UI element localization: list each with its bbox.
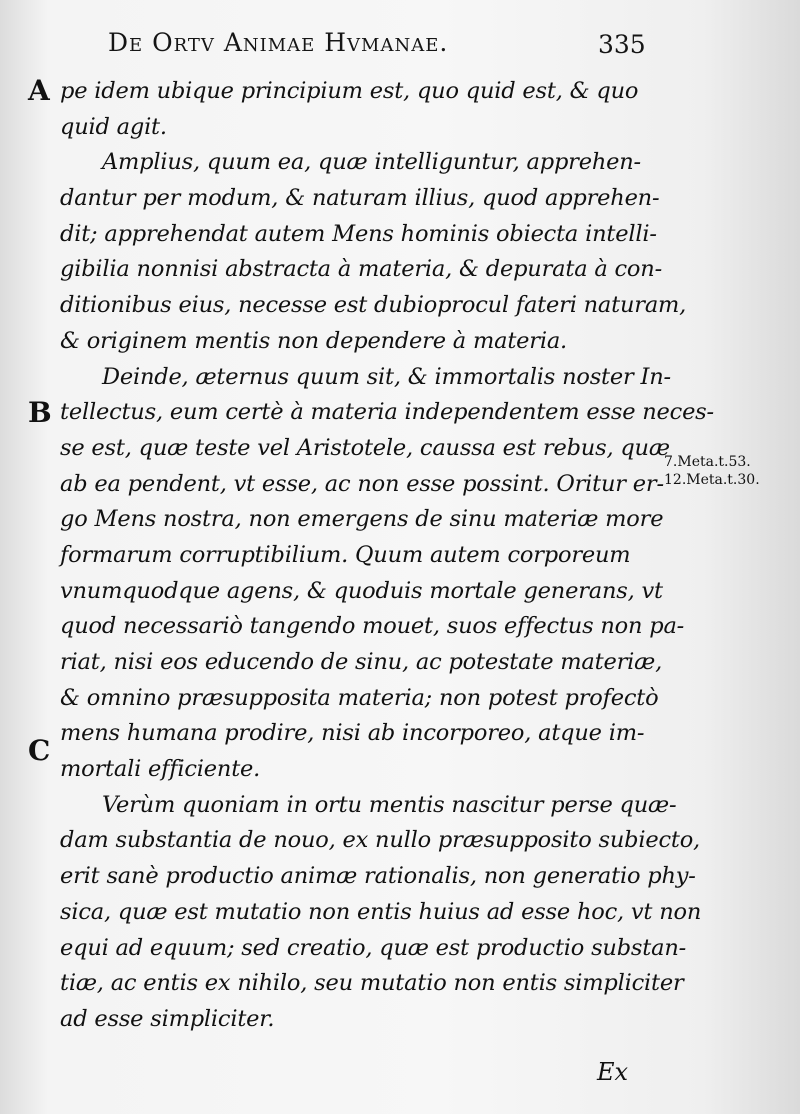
text-line: quid agit.	[60, 113, 167, 140]
text-line: Verùm quoniam in ortu mentis nascitur perse quæ-	[102, 791, 677, 818]
text-line: & omnino præsupposita materia; non potest profectò	[60, 684, 659, 711]
text-line: Amplius, quum ea, quæ intelliguntur, apprehen-	[102, 149, 641, 176]
text-line: formarum corruptibilium. Quum autem corporeum	[60, 541, 631, 568]
text-line: equi ad equum; sed creatio, quæ est productio substan-	[60, 934, 687, 961]
text-line: pe idem ubique principium est, quo quid est, & quo	[60, 78, 639, 104]
section-letter-c: C	[28, 734, 51, 767]
text-line: ab ea pendent, vt esse, ac non esse possint. Oritur er-	[60, 470, 664, 497]
text-line: quod necessariò tangendo mouet, suos effectus non pa-	[60, 613, 685, 640]
section-letter-b: B	[28, 396, 52, 429]
text-line: dit; apprehendat autem Mens hominis obiecta intelli-	[60, 220, 657, 247]
text-line: go Mens nostra, non emergens de sinu materiæ more	[60, 506, 664, 533]
text-line: tellectus, eum certè à materia independentem esse neces-	[60, 399, 714, 426]
section-letter-a: A	[28, 74, 50, 107]
text-line: dam substantia de nouo, ex nullo præsupposito subiecto,	[60, 827, 700, 854]
running-head: De Ortv Animae Hvmanae.	[108, 28, 449, 57]
text-line: se est, quæ teste vel Aristotele, caussa est rebus, quæ	[60, 434, 670, 461]
marginal-note: 12.Meta.t.30.	[664, 472, 760, 488]
text-line: erit sanè productio animæ rationalis, non generatio phy-	[60, 863, 696, 890]
text-line: dantur per modum, & naturam illius, quod apprehen-	[60, 185, 660, 212]
text-line: sica, quæ est mutatio non entis huius ad esse hoc, vt non	[60, 898, 702, 925]
text-line: mortali efficiente.	[60, 756, 261, 783]
marginal-note: 7.Meta.t.53.	[664, 454, 751, 470]
text-line: ditionibus eius, necesse est dubioprocul fateri naturam,	[60, 292, 687, 319]
text-line: riat, nisi eos educendo de sinu, ac potestate materiæ,	[60, 649, 663, 675]
text-line: Deinde, æternus quum sit, & immortalis noster In-	[102, 363, 671, 390]
text-line: mens humana prodire, nisi ab incorporeo, atque im-	[60, 720, 645, 747]
text-line: ad esse simpliciter.	[60, 1005, 275, 1032]
text-line: & originem mentis non dependere à materia.	[60, 327, 567, 354]
text-line: gibilia nonnisi abstracta à materia, & depurata à con-	[60, 256, 662, 283]
page-number: 335	[598, 30, 646, 59]
text-line: vnumquodque agens, & quoduis mortale generans, vt	[60, 577, 663, 604]
text-line: tiæ, ac entis ex nihilo, seu mutatio non entis simpliciter	[60, 970, 684, 997]
catchword: Ex	[597, 1058, 629, 1086]
